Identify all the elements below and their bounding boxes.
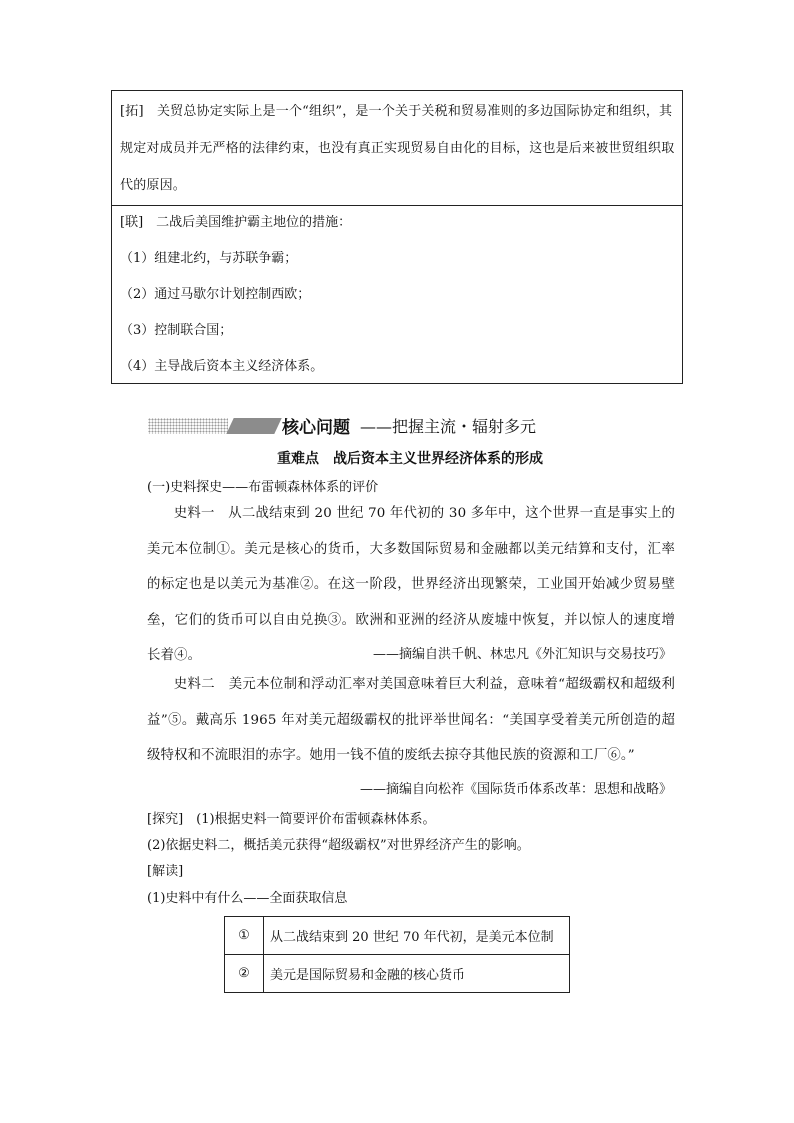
lian-item-1: （1）组建北约，与苏联争霸；: [120, 251, 298, 266]
lian-intro: [联] 二战后美国维护霸主地位的措施：: [120, 215, 352, 230]
row-text: 美元是国际贸易和金融的核心货币: [264, 955, 570, 993]
banner-title: 核心问题: [282, 418, 350, 438]
row-number: ①: [225, 917, 264, 955]
material-1-text: 史料一 从二战结束到 20 世纪 70 年代初的 30 多年中，这个世界一直是事实上的美元本位制①。美元是核心的货币，大多数国际贸易和金融都以美元结算和支付，汇率的标定也是以美元为基准②。在这一阶段，世界经济出现繁荣，工业国开始减少贸易壁垒，它们的货币可以自由兑换③。欧洲和亚洲的经济从废墟中恢复，并以惊人的速度增长着④。: [147, 506, 675, 664]
table-row: [225, 955, 570, 993]
jiedu-label: [解读]: [147, 864, 184, 879]
banner-subtitle: ——把握主流・辐射多元: [360, 417, 537, 436]
material-1-source: ——摘编自洪千帆、林忠凡《外汇知识与交易技巧》: [372, 647, 672, 662]
note-box: [111, 90, 683, 384]
step-1-title: (1)史料中有什么——全面获取信息: [147, 891, 348, 906]
row-number: ②: [225, 955, 264, 993]
table-row: [225, 917, 570, 955]
banner-dots-decoration: [148, 418, 228, 434]
lian-item-4: （4）主导战后资本主义经济体系。: [120, 359, 324, 374]
row-text: 从二战结束到 20 世纪 70 年代初，是美元本位制: [264, 917, 570, 955]
explore-question-2: (2)依据史料二，概括美元获得“超级霸权”对世界经济产生的影响。: [147, 838, 530, 853]
box-divider: [112, 205, 682, 206]
banner-slash-decoration: [226, 418, 281, 434]
info-table: [224, 916, 570, 993]
lian-item-2: （2）通过马歇尔计划控制西欧；: [120, 287, 311, 302]
tuo-paragraph: [拓] 关贸总协定实际上是一个“组织”，是一个关于关税和贸易准则的多边国际协定和组织，其规定对成员并无严格的法律约束，也没有真正实现贸易自由化的目标，这也是后来被世贸组织取代的原因。: [120, 104, 675, 193]
material-2-source: ——摘编自向松祚《国际货币体系改革：思想和战略》: [359, 782, 672, 797]
section-heading: 重难点 战后资本主义世界经济体系的形成: [277, 451, 543, 467]
explore-question-1: [探究] (1)根据史料一简要评价布雷顿森林体系。: [147, 812, 436, 827]
sub-heading: (一)史料探史——布雷顿森林体系的评价: [147, 480, 379, 495]
material-2-text: 史料二 美元本位制和浮动汇率对美国意味着巨大利益，意味着“超级霸权和超级利益”⑤。戴高乐 1965 年对美元超级霸权的批评举世闻名：“美国享受着美元所创造的超级特权和不流眼泪的赤字。她用一钱不值的废纸去掠夺其他民族的资源和工厂⑥。”: [147, 677, 675, 764]
lian-item-3: （3）控制联合国；: [120, 323, 233, 338]
section-banner: [148, 413, 568, 441]
